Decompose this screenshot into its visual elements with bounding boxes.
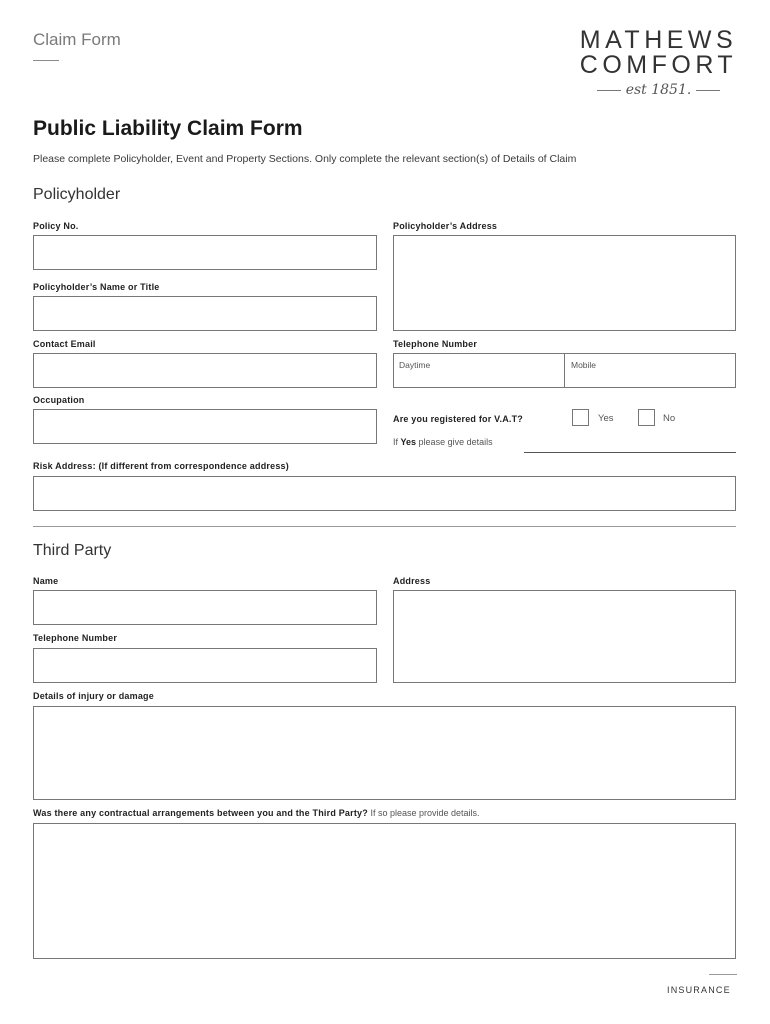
vat-yes-label: Yes xyxy=(598,413,614,424)
third-party-telephone-label: Telephone Number xyxy=(33,633,118,643)
header-title: Claim Form xyxy=(33,30,121,49)
risk-address-label: Risk Address: (If different from correspondence address) xyxy=(33,461,289,471)
policyholder-name-label: Policyholder’s Name or Title xyxy=(33,282,160,292)
contract-question-label: Was there any contractual arrangements between you and the Third Party? xyxy=(33,808,368,818)
form-intro: Please complete Policyholder, Event and Property Sections. Only complete the relevant section(s) of Details of Claim xyxy=(33,153,577,165)
injury-details-label: Details of injury or damage xyxy=(33,691,154,701)
policy-no-label: Policy No. xyxy=(33,221,79,231)
mobile-label: Mobile xyxy=(571,360,597,370)
header-divider xyxy=(33,60,59,61)
footer-divider xyxy=(709,974,737,975)
telephone-mobile-field[interactable] xyxy=(564,353,736,388)
third-party-telephone-field[interactable] xyxy=(33,648,377,683)
vat-no-label: No xyxy=(663,413,676,424)
third-party-name-field[interactable] xyxy=(33,590,377,625)
occupation-field[interactable] xyxy=(33,409,377,444)
footer-label: INSURANCE xyxy=(667,985,731,995)
vat-details-bold: Yes xyxy=(400,437,417,447)
company-logo xyxy=(576,28,741,98)
logo-established xyxy=(576,82,741,98)
form-title: Public Liability Claim Form xyxy=(33,117,303,140)
occupation-label: Occupation xyxy=(33,395,85,405)
policyholder-name-field[interactable] xyxy=(33,296,377,331)
logo-line-2: COMFORT xyxy=(579,51,738,79)
vat-details-suffix: please give details xyxy=(416,437,493,447)
contract-question-text xyxy=(33,808,480,818)
vat-yes-checkbox[interactable] xyxy=(572,409,589,426)
contact-email-field[interactable] xyxy=(33,353,377,388)
contract-details-field[interactable] xyxy=(33,823,736,959)
third-party-name-label: Name xyxy=(33,576,59,586)
third-party-address-field[interactable] xyxy=(393,590,736,683)
policyholder-address-label: Policyholder’s Address xyxy=(393,221,498,231)
vat-details-prefix: If xyxy=(393,437,401,447)
policyholder-address-field[interactable] xyxy=(393,235,736,331)
third-party-address-label: Address xyxy=(393,576,431,586)
vat-no-checkbox[interactable] xyxy=(638,409,655,426)
policy-no-field[interactable] xyxy=(33,235,377,270)
injury-details-field[interactable] xyxy=(33,706,736,800)
telephone-number-label: Telephone Number xyxy=(393,339,478,349)
telephone-daytime-field[interactable] xyxy=(393,353,565,388)
vat-question-label: Are you registered for V.A.T? xyxy=(393,414,523,424)
section-title-third-party: Third Party xyxy=(33,542,112,559)
logo-line-1: MATHEWS xyxy=(579,26,738,54)
logo-dash-right xyxy=(696,90,720,91)
contact-email-label: Contact Email xyxy=(33,339,96,349)
section-title-policyholder: Policyholder xyxy=(33,186,121,203)
section-divider xyxy=(33,526,736,527)
logo-dash-left xyxy=(597,90,621,91)
daytime-label: Daytime xyxy=(399,360,431,370)
vat-details-line[interactable] xyxy=(524,452,736,453)
contract-question-hint: If so please provide details. xyxy=(367,808,480,818)
risk-address-field[interactable] xyxy=(33,476,736,511)
vat-details-hint xyxy=(393,437,493,447)
logo-est-text: est 1851. xyxy=(625,82,692,98)
